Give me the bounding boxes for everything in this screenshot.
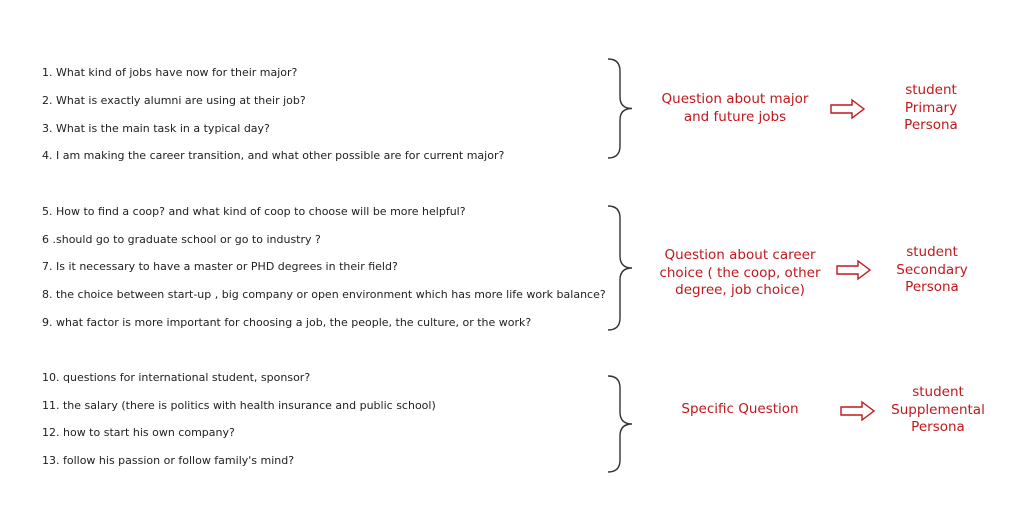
question-item: 3. What is the main task in a typical day? [42,122,270,135]
curly-brace-icon [606,204,636,332]
question-item: 2. What is exactly alumni are using at their job? [42,94,306,107]
category-label-3 [645,401,835,419]
category-line: and future jobs [683,108,787,125]
curly-brace-icon [606,57,636,160]
question-item: 12. how to start his own company? [42,426,235,439]
persona-label-3 [883,384,993,437]
persona-line: Persona [905,279,959,295]
persona-line: Supplemental [891,401,985,418]
category-label-1 [640,91,830,126]
persona-line: Persona [911,419,965,435]
persona-line: Persona [904,117,958,133]
category-label-2 [645,247,835,300]
hollow-right-arrow-icon [830,98,866,120]
category-line: choice ( the coop, other [659,264,821,281]
persona-label-2 [877,244,987,297]
question-item: 1. What kind of jobs have now for their major? [42,66,298,79]
question-item: 5. How to find a coop? and what kind of coop to choose will be more helpful? [42,205,466,218]
persona-line: student [906,244,958,260]
persona-line: student [905,82,957,98]
hollow-right-arrow-icon [836,259,872,281]
category-line: Question about major [661,91,809,107]
question-item: 4. I am making the career transition, and what other possible are for current major? [42,149,505,162]
question-item: 11. the salary (there is politics with health insurance and public school) [42,399,436,412]
persona-line: Primary [904,99,958,116]
question-item: 9. what factor is more important for choosing a job, the people, the culture, or the work? [42,316,532,329]
persona-label-1 [876,82,986,135]
category-line: Specific Question [681,401,799,417]
category-line: degree, job choice) [675,282,805,298]
persona-line: Secondary [896,261,968,278]
question-item: 6 .should go to graduate school or go to industry ? [42,233,321,246]
question-item: 10. questions for international student, sponsor? [42,371,311,384]
persona-line: student [912,384,964,400]
question-item: 13. follow his passion or follow family's mind? [42,454,295,467]
category-line: Question about career [664,247,816,263]
curly-brace-icon [606,374,636,474]
question-item: 7. Is it necessary to have a master or PHD degrees in their field? [42,260,398,273]
hollow-right-arrow-icon [840,400,876,422]
question-item: 8. the choice between start-up , big company or open environment which has more life work balance? [42,288,606,301]
